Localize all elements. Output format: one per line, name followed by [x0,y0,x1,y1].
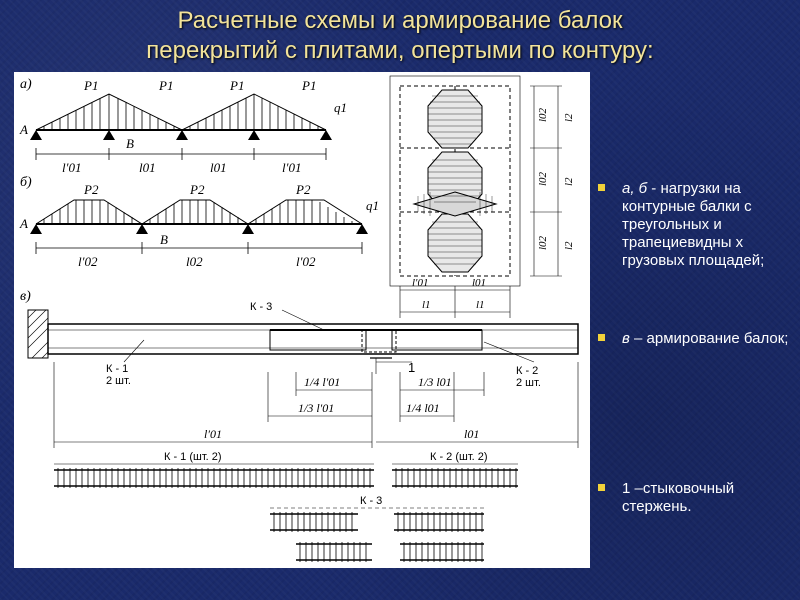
slide-title [0,6,800,66]
k2-label: К - 2 [516,365,539,377]
load-p2-1: P2 [84,182,99,197]
span-l02p-b1: l′02 [78,254,98,269]
k1-qty: 2 шт. [106,375,131,387]
span-l02-b2: l02 [186,254,203,269]
load-q1-b: q1 [366,198,379,213]
k3-label: К - 3 [250,301,273,313]
cage-k1 [54,468,374,488]
cage-k2-label: К - 2 (шт. 2) [430,451,488,463]
support-a-label-b: A [20,216,28,231]
support-b-label-b: B [160,232,168,247]
load-q1-a: q1 [334,100,347,115]
label-v: в) [20,289,31,304]
span-l02p-b3: l′02 [296,254,316,269]
span-l01-v: l01 [464,427,480,441]
bullet-reinforcement-marker: в [622,330,630,347]
plan-view [390,76,575,318]
plan-l1-2: l1 [476,299,485,311]
load-p1-4: P1 [302,78,317,93]
bullet-reinforcement [596,330,788,348]
load-p2-2: P2 [190,182,205,197]
scheme-a [19,77,347,175]
frac-14-l01p: 1/4 l′01 [304,375,341,389]
label-a: а) [20,77,32,92]
plan-l01: l01 [472,277,487,289]
frac-13-l01: 1/3 l01 [418,375,452,389]
load-p1-2: P1 [159,78,174,93]
cage-k2 [392,468,518,488]
load-p1-1: P1 [84,78,99,93]
k1-label: К - 1 [106,363,129,375]
span-l01p-v: l′01 [204,427,222,441]
beam-diagram [14,72,590,568]
frac-14-l01: 1/4 l01 [406,401,440,415]
bullet-marker-icon [598,334,605,341]
title-line-2: перекрытий с плитами, опертыми по контуру: [146,37,654,64]
scheme-b [19,175,379,269]
plan-l2-3: l2 [563,241,575,250]
bullet-loads-text: - нагрузки на контурные балки с треугольных и трапециевидны х грузовых площадей; [622,180,765,269]
load-p2-3: P2 [296,182,311,197]
support-b-label: B [126,136,134,151]
joint-bar-label: 1 [408,360,416,375]
span-l01p-a4: l′01 [282,160,302,175]
plan-l02-2: l02 [537,171,549,186]
bullet-joint-bar-text: 1 –стыковочный стержень. [622,480,735,515]
cage-k3-right [394,512,484,532]
frac-13-l01p: 1/3 l′01 [298,401,335,415]
plan-l2-2: l2 [563,177,575,186]
plan-l1-1: l1 [422,299,431,311]
load-p1-3: P1 [230,78,245,93]
k2-qty: 2 шт. [516,377,541,389]
plan-l2-1: l2 [563,113,575,122]
cage-k1-label: К - 1 (шт. 2) [164,451,222,463]
span-l01-a2: l01 [139,160,156,175]
bullet-loads-marker: а, б [622,180,648,197]
plan-l02-3: l02 [537,235,549,250]
title-line-1: Расчетные схемы и армирование балок [177,7,623,34]
bullet-reinforcement-text: – армирование балок; [629,330,789,347]
cage-k3-bottom-left [296,542,372,562]
cage-k3-left [270,512,358,532]
plan-l01p: l′01 [412,277,429,289]
scheme-v [20,289,578,562]
cage-k3-bottom-right [400,542,484,562]
plan-l02-1: l02 [537,107,549,122]
cage-k3-label: К - 3 [360,495,383,507]
bullet-joint-bar [596,480,796,516]
bullet-marker-icon [598,184,605,191]
support-a-label: A [20,122,28,137]
span-l01p-a1: l′01 [62,160,82,175]
span-l01-a3: l01 [210,160,227,175]
bullet-loads [596,180,796,270]
label-b: б) [20,175,32,190]
bullet-marker-icon [598,484,605,491]
